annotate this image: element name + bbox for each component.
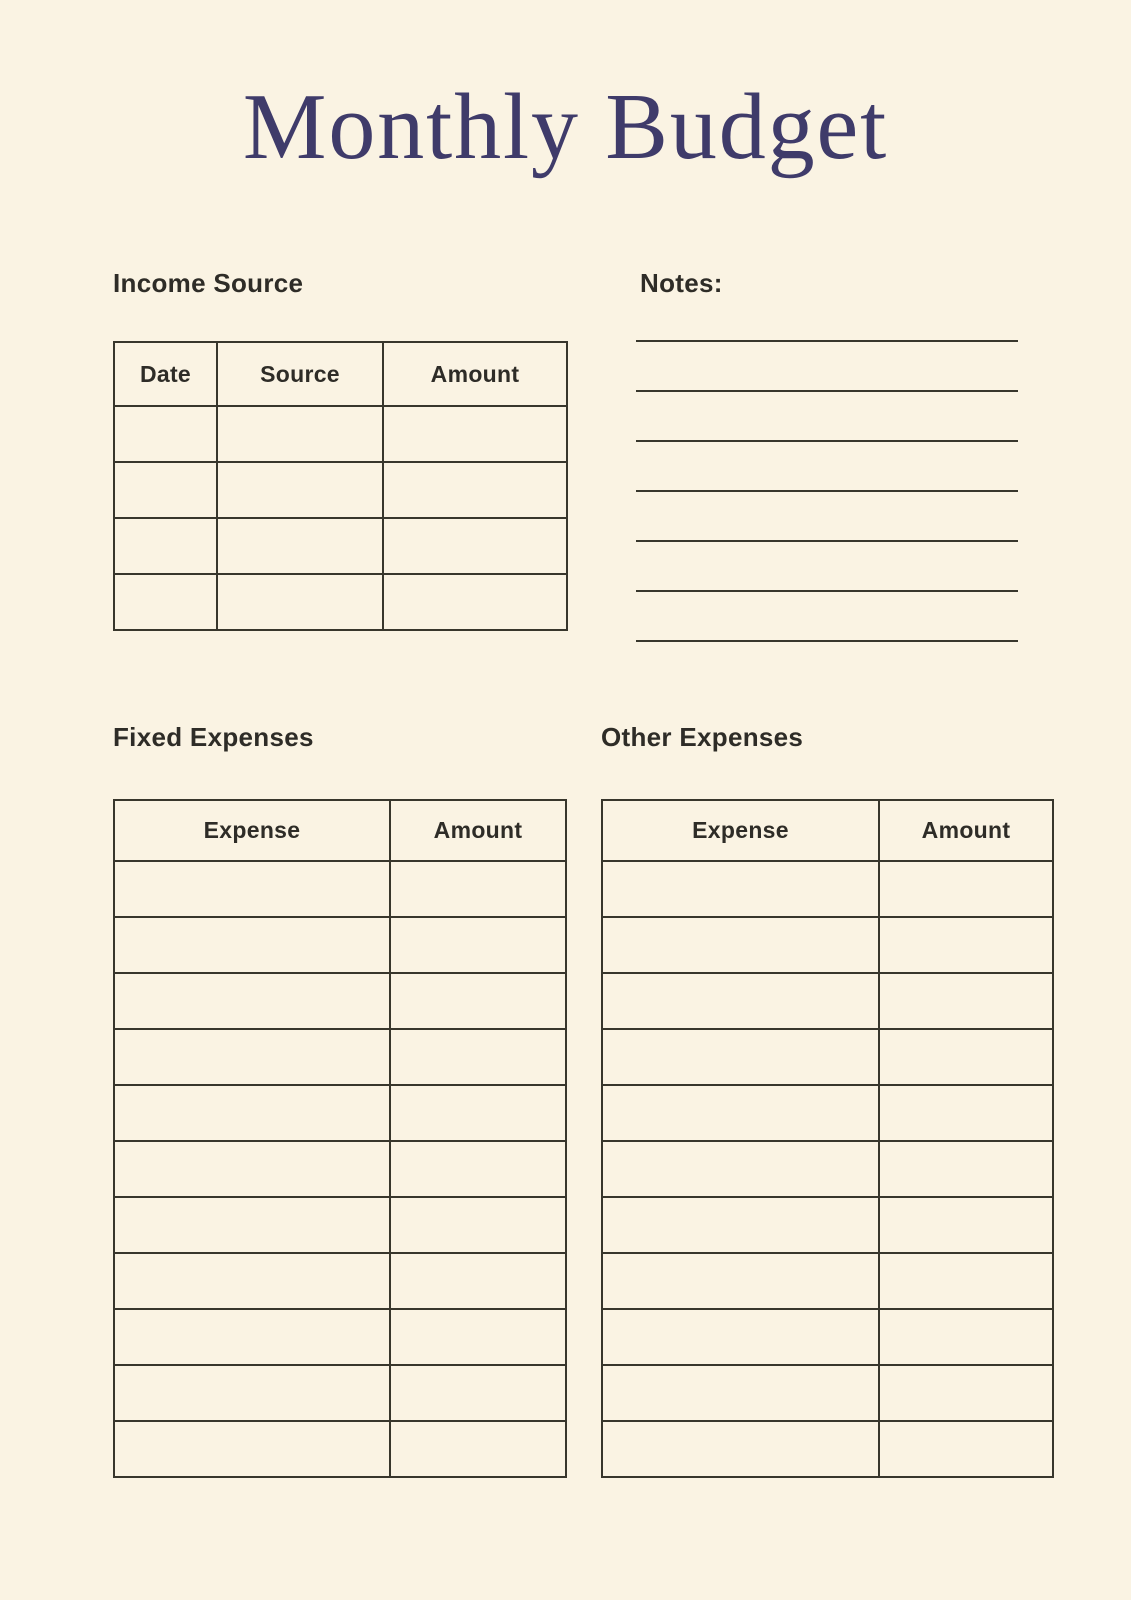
page-title: Monthly Budget: [242, 75, 889, 179]
income-cell[interactable]: [217, 462, 383, 518]
fixed-expense-cell[interactable]: [114, 1365, 390, 1421]
fixed-expense-cell[interactable]: [114, 1141, 390, 1197]
income-cell[interactable]: [217, 518, 383, 574]
table-row: [602, 1421, 1053, 1477]
income-table: [113, 341, 568, 631]
note-line[interactable]: [636, 340, 1018, 342]
table-row: [602, 1141, 1053, 1197]
table-row: [114, 518, 567, 574]
table-row: [114, 462, 567, 518]
other-expense-cell[interactable]: [602, 1141, 879, 1197]
table-row: [602, 1253, 1053, 1309]
table-row: [114, 574, 567, 630]
income-cell[interactable]: [114, 462, 217, 518]
table-row: [114, 973, 566, 1029]
fixed-col-amount: Amount: [390, 800, 566, 861]
other-expense-cell[interactable]: [602, 1085, 879, 1141]
fixed-expense-cell[interactable]: [114, 1309, 390, 1365]
table-row: [114, 1085, 566, 1141]
table-row: [602, 917, 1053, 973]
other-expense-cell[interactable]: [602, 1421, 879, 1477]
income-cell[interactable]: [383, 406, 567, 462]
income-col-date: Date: [114, 342, 217, 406]
fixed-expense-cell[interactable]: [114, 861, 390, 917]
other-expense-cell[interactable]: [602, 1365, 879, 1421]
other-expense-cell[interactable]: [602, 1197, 879, 1253]
notes-lines: [636, 340, 1018, 642]
other-expense-cell[interactable]: [879, 1421, 1053, 1477]
fixed-expense-cell[interactable]: [114, 1085, 390, 1141]
fixed-expense-cell[interactable]: [114, 1197, 390, 1253]
table-row: [602, 1365, 1053, 1421]
other-expenses-header-row: [602, 800, 1053, 861]
fixed-expense-cell[interactable]: [390, 1253, 566, 1309]
other-expense-cell[interactable]: [602, 917, 879, 973]
fixed-expenses-header-row: [114, 800, 566, 861]
income-header-row: [114, 342, 567, 406]
other-expense-cell[interactable]: [602, 973, 879, 1029]
fixed-expense-cell[interactable]: [114, 1253, 390, 1309]
fixed-expense-cell[interactable]: [390, 917, 566, 973]
other-expense-cell[interactable]: [879, 1253, 1053, 1309]
income-cell[interactable]: [383, 518, 567, 574]
note-line[interactable]: [636, 490, 1018, 492]
fixed-expense-cell[interactable]: [390, 1421, 566, 1477]
other-expense-cell[interactable]: [879, 1365, 1053, 1421]
table-row: [602, 861, 1053, 917]
other-col-amount: Amount: [879, 800, 1053, 861]
income-col-amount: Amount: [383, 342, 567, 406]
fixed-expense-cell[interactable]: [390, 973, 566, 1029]
table-row: [114, 1253, 566, 1309]
note-line[interactable]: [636, 540, 1018, 542]
other-expense-cell[interactable]: [602, 1253, 879, 1309]
table-row: [114, 1309, 566, 1365]
table-row: [114, 1141, 566, 1197]
other-expense-cell[interactable]: [879, 1141, 1053, 1197]
fixed-expense-cell[interactable]: [390, 1085, 566, 1141]
income-cell[interactable]: [114, 518, 217, 574]
table-row: [602, 1197, 1053, 1253]
fixed-expense-cell[interactable]: [390, 1029, 566, 1085]
fixed-expense-cell[interactable]: [114, 917, 390, 973]
table-row: [114, 406, 567, 462]
income-cell[interactable]: [114, 406, 217, 462]
table-row: [602, 1029, 1053, 1085]
table-row: [602, 1309, 1053, 1365]
other-expense-cell[interactable]: [879, 861, 1053, 917]
fixed-col-expense: Expense: [114, 800, 390, 861]
other-expense-cell[interactable]: [602, 1029, 879, 1085]
other-expense-cell[interactable]: [602, 1309, 879, 1365]
note-line[interactable]: [636, 590, 1018, 592]
fixed-expense-cell[interactable]: [390, 1197, 566, 1253]
other-expense-cell[interactable]: [879, 1309, 1053, 1365]
income-cell[interactable]: [383, 574, 567, 630]
income-cell[interactable]: [217, 406, 383, 462]
table-row: [602, 1085, 1053, 1141]
other-expense-cell[interactable]: [602, 861, 879, 917]
note-line[interactable]: [636, 390, 1018, 392]
table-row: [114, 1365, 566, 1421]
table-row: [114, 1421, 566, 1477]
fixed-expense-cell[interactable]: [114, 1029, 390, 1085]
fixed-expense-cell[interactable]: [114, 973, 390, 1029]
notes-heading: Notes:: [640, 268, 723, 298]
other-expense-cell[interactable]: [879, 1085, 1053, 1141]
income-col-source: Source: [217, 342, 383, 406]
table-row: [602, 973, 1053, 1029]
fixed-expense-cell[interactable]: [114, 1421, 390, 1477]
note-line[interactable]: [636, 640, 1018, 642]
other-expense-cell[interactable]: [879, 973, 1053, 1029]
other-col-expense: Expense: [602, 800, 879, 861]
fixed-expense-cell[interactable]: [390, 1365, 566, 1421]
income-cell[interactable]: [383, 462, 567, 518]
fixed-expenses-heading: Fixed Expenses: [113, 722, 314, 752]
fixed-expenses-table: [113, 799, 567, 1478]
income-source-heading: Income Source: [113, 268, 304, 298]
other-expense-cell[interactable]: [879, 1029, 1053, 1085]
income-cell[interactable]: [217, 574, 383, 630]
fixed-expense-cell[interactable]: [390, 1309, 566, 1365]
table-row: [114, 917, 566, 973]
income-cell[interactable]: [114, 574, 217, 630]
fixed-expense-cell[interactable]: [390, 861, 566, 917]
table-row: [114, 1029, 566, 1085]
table-row: [114, 861, 566, 917]
other-expenses-table: [601, 799, 1054, 1478]
note-line[interactable]: [636, 440, 1018, 442]
other-expenses-heading: Other Expenses: [601, 722, 804, 752]
other-expense-cell[interactable]: [879, 917, 1053, 973]
fixed-expense-cell[interactable]: [390, 1141, 566, 1197]
table-row: [114, 1197, 566, 1253]
other-expense-cell[interactable]: [879, 1197, 1053, 1253]
